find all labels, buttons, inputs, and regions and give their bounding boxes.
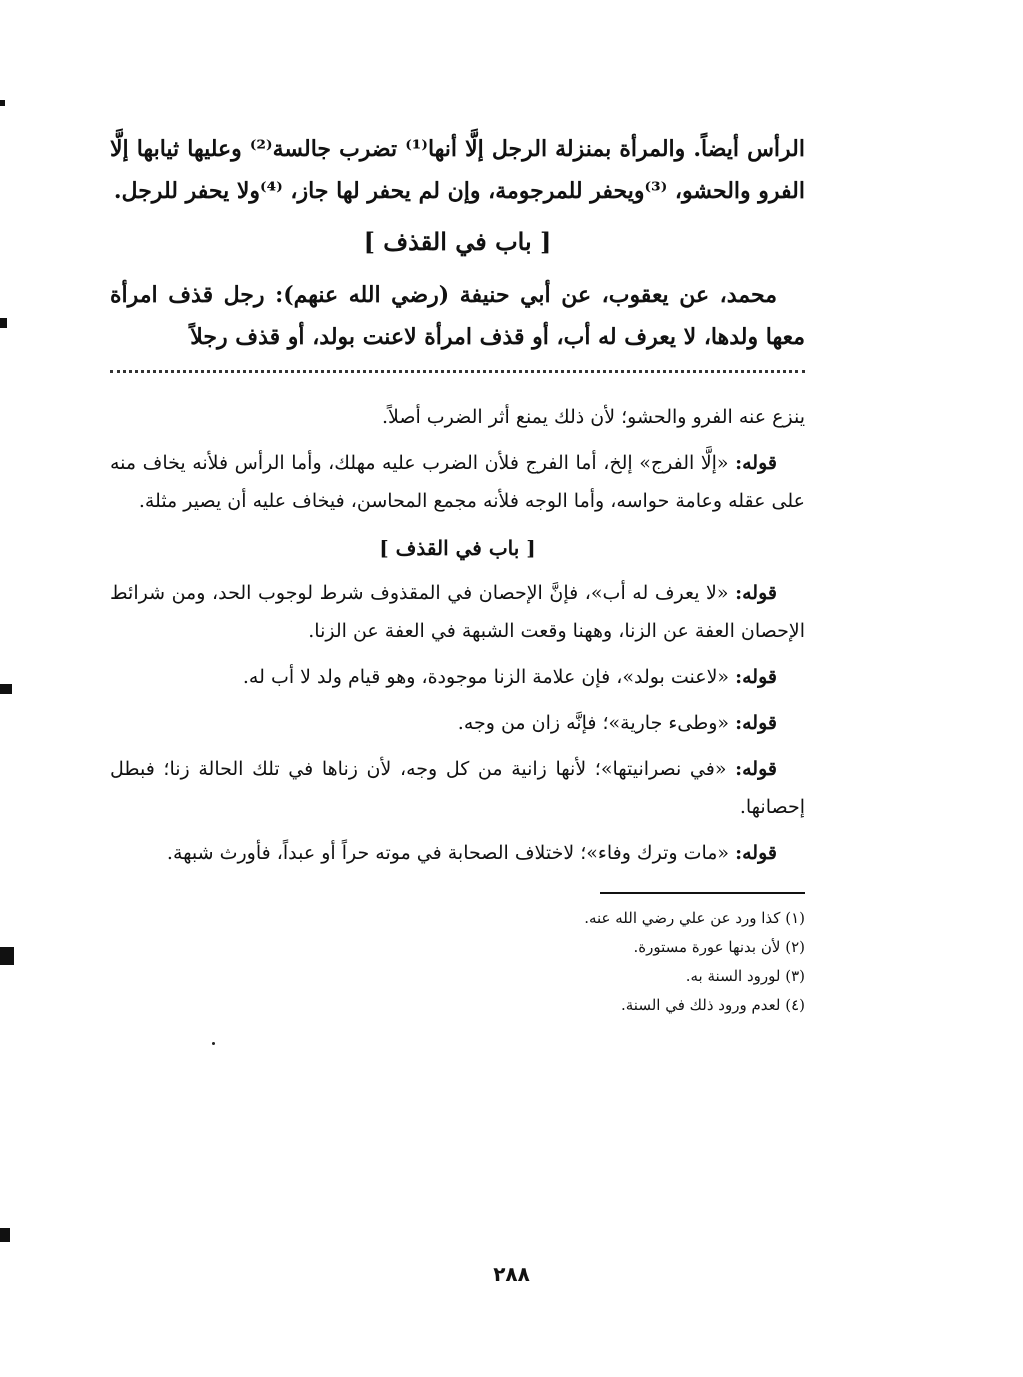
qawl-label: قوله: xyxy=(735,582,777,604)
sharh-paragraph-3 xyxy=(110,574,805,650)
qawl-label: قوله: xyxy=(735,758,777,780)
sharh-paragraph-5 xyxy=(110,704,805,742)
footnote-4: (٤) لعدم ورود ذلك في السنة. xyxy=(620,996,805,1014)
sharh-paragraph-4 xyxy=(110,658,805,696)
scan-edge-mark xyxy=(0,100,5,106)
sharh-text: «لا يعرف له أب»، فإنَّ الإحصان في المقذوف شرط لوجوب الحد، ومن شرائط الإحصان العفة عن الزنا، وههنا وقعت الشبهة في العفة عن الزنا. xyxy=(110,582,805,642)
scan-speck xyxy=(212,1042,215,1045)
footnote-2: (٢) لأن بدنها عورة مستورة. xyxy=(633,938,805,956)
matn-paragraph-2: محمد، عن يعقوب، عن أبي حنيفة (رضي الله عنهم): رجل قذف امرأة معها ولدها، لا يعرف له أب، أو قذف امرأة لاعنت بولد، أو قذف رجلاً xyxy=(110,282,805,350)
matn-paragraph-1: الرأس أيضاً. والمرأة بمنزلة الرجل إلَّا أنها⁽¹⁾ تضرب جالسة⁽²⁾ وعليها ثيابها إلَّا الفرو والحشو، ⁽³⁾ويحفر للمرجومة، وإن لم يحفر لها جاز، ⁽⁴⁾ولا يحفر للرجل. xyxy=(110,136,805,204)
sharh-paragraph-6 xyxy=(110,750,805,826)
sharh-text: «وطىء جارية»؛ فإنَّه زان من وجه. xyxy=(457,712,730,734)
dotted-separator xyxy=(110,358,805,398)
scan-edge-mark xyxy=(0,318,7,328)
sharh-text: «إلَّا الفرج» إلخ، أما الفرج فلأن الضرب عليه مهلك، وأما الرأس فلأنه يخاف منه على عقله وعامة حواسه، وأما الوجه فلأنه مجمع المحاسن، فيخاف عليه أن يصير مثلة. xyxy=(110,452,805,512)
sharh-text: «في نصرانيتها»؛ لأنها زانية من كل وجه، لأن زناها في تلك الحالة زنا؛ فبطل إحصانها. xyxy=(110,758,805,818)
qawl-label: قوله: xyxy=(735,666,777,688)
scan-edge-mark xyxy=(0,947,14,965)
sharh-chapter-title: [ باب في القذف ] xyxy=(379,536,536,560)
scan-edge-mark xyxy=(0,1228,10,1242)
footnote-3: (٣) لورود السنة به. xyxy=(685,967,805,985)
sharh-paragraph-1: ينزع عنه الفرو والحشو؛ لأن ذلك يمنع أثر الضرب أصلاً. xyxy=(381,406,805,428)
matn-chapter-title: [ باب في القذف ] xyxy=(363,227,552,256)
qawl-label: قوله: xyxy=(735,712,777,734)
sharh-paragraph-2 xyxy=(110,444,805,520)
sharh-text: «مات وترك وفاء»؛ لاختلاف الصحابة في موته حراً أو عبداً، فأورث شبهة. xyxy=(166,842,730,864)
sharh-text: «لاعنت بولد»، فإن علامة الزنا موجودة، وهو قيام ولد لا أب له. xyxy=(242,666,730,688)
page-number: ٢٨٨ xyxy=(493,1262,530,1286)
sharh-paragraph-7 xyxy=(110,834,805,872)
footnote-1: (١) كذا ورد عن علي رضي الله عنه. xyxy=(584,909,805,927)
qawl-label: قوله: xyxy=(735,842,777,864)
page-body xyxy=(110,128,805,1020)
qawl-label: قوله: xyxy=(735,452,777,474)
scan-edge-mark xyxy=(0,684,12,694)
footnote-rule xyxy=(600,892,805,894)
